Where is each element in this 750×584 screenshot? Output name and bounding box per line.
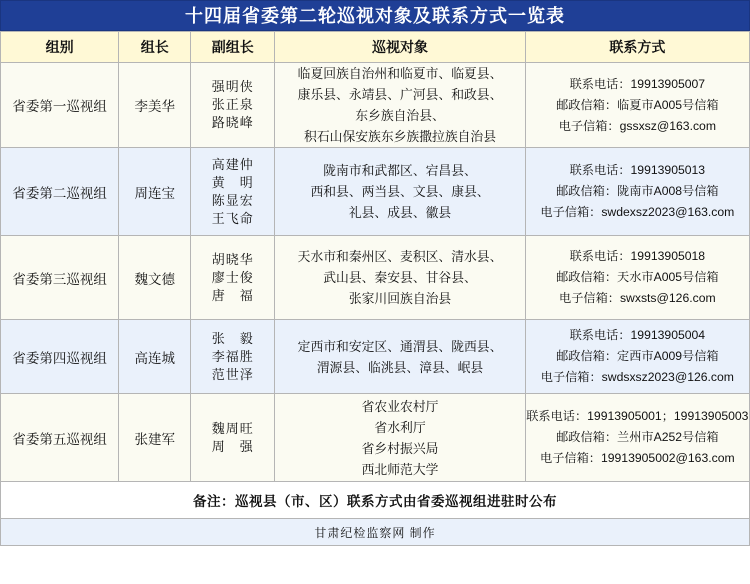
target-line: 武山县、秦安县、甘谷县、 bbox=[323, 270, 477, 285]
cell-deputy bbox=[191, 148, 275, 236]
deputy-name: 强明侠 bbox=[211, 79, 254, 94]
cell-targets bbox=[275, 320, 525, 394]
cell-contact bbox=[525, 394, 749, 482]
deputy-name: 王飞命 bbox=[211, 210, 254, 226]
cell-deputy bbox=[191, 394, 275, 482]
target-line: 陇南市和武都区、宕昌县、 bbox=[323, 163, 477, 178]
cell-deputy bbox=[191, 63, 275, 148]
table-row bbox=[1, 320, 750, 394]
cell-group: 省委第四巡视组 bbox=[1, 320, 119, 394]
target-line: 张家川回族自治县 bbox=[348, 291, 452, 306]
target-line: 积石山保安族东乡族撒拉族自治县 bbox=[304, 129, 496, 144]
column-header-deputy: 副组长 bbox=[191, 32, 275, 63]
deputy-name: 张正泉 bbox=[211, 97, 254, 112]
contact-email: 电子信箱：swxsts@126.com bbox=[559, 291, 716, 305]
contact-email: 电子信箱：swdexsz2023@163.com bbox=[540, 205, 735, 219]
target-line: 天水市和秦州区、麦积区、清水县、 bbox=[297, 249, 503, 264]
contact-phone: 联系电话：19913905001；19913905003 bbox=[526, 409, 749, 423]
contact-email: 电子信箱：swdsxsz2023@126.com bbox=[540, 370, 734, 384]
footer-credit: 甘肃纪检监察网 制作 bbox=[1, 519, 750, 546]
cell-group: 省委第一巡视组 bbox=[1, 63, 119, 148]
deputy-name: 周 强 bbox=[211, 438, 254, 454]
cell-contact bbox=[525, 320, 749, 394]
contact-mailbox: 邮政信箱：临夏市A005号信箱 bbox=[556, 97, 719, 112]
cell-targets bbox=[275, 236, 525, 320]
cell-deputy bbox=[191, 320, 275, 394]
page-title: 十四届省委第二轮巡视对象及联系方式一览表 bbox=[0, 0, 750, 31]
cell-group: 省委第二巡视组 bbox=[1, 148, 119, 236]
deputy-name: 唐 福 bbox=[211, 287, 254, 303]
inspection-table bbox=[0, 31, 750, 546]
cell-group: 省委第五巡视组 bbox=[1, 394, 119, 482]
column-header-contact: 联系方式 bbox=[525, 32, 749, 63]
cell-group: 省委第三巡视组 bbox=[1, 236, 119, 320]
contact-email: 电子信箱：gssxsz@163.com bbox=[558, 118, 716, 133]
cell-leader: 张建军 bbox=[119, 394, 191, 482]
deputy-name: 范世泽 bbox=[211, 366, 254, 382]
deputy-name: 陈显宏 bbox=[211, 192, 254, 208]
deputy-name: 廖士俊 bbox=[211, 269, 254, 285]
contact-mailbox: 邮政信箱：定西市A009号信箱 bbox=[556, 349, 719, 363]
cell-targets bbox=[275, 394, 525, 482]
deputy-name: 魏周旺 bbox=[211, 420, 254, 436]
contact-phone: 联系电话：19913905013 bbox=[569, 163, 706, 177]
deputy-name: 张 毅 bbox=[211, 330, 254, 346]
target-line: 西北师范大学 bbox=[361, 461, 439, 477]
footer-row bbox=[1, 519, 750, 546]
target-line: 定西市和安定区、通渭县、陇西县、 bbox=[297, 338, 503, 354]
cell-leader: 周连宝 bbox=[119, 148, 191, 236]
column-header-leader: 组长 bbox=[119, 32, 191, 63]
contact-phone: 联系电话：19913905018 bbox=[569, 249, 706, 263]
cell-contact bbox=[525, 63, 749, 148]
column-header-targets: 巡视对象 bbox=[275, 32, 525, 63]
target-line: 康乐县、永靖县、广河县、和政县、 bbox=[297, 87, 503, 102]
target-line: 省水利厅 bbox=[374, 419, 426, 435]
table-body bbox=[1, 63, 750, 546]
target-line: 临夏回族自治州和临夏市、临夏县、 bbox=[297, 66, 503, 81]
contact-mailbox: 邮政信箱：天水市A005号信箱 bbox=[556, 270, 719, 284]
table-header bbox=[1, 32, 750, 63]
note-text: 备注：巡视县（市、区）联系方式由省委巡视组进驻时公布 bbox=[1, 482, 750, 519]
table-row bbox=[1, 394, 750, 482]
cell-targets bbox=[275, 148, 525, 236]
cell-contact bbox=[525, 236, 749, 320]
deputy-name: 胡晓华 bbox=[211, 251, 254, 267]
deputy-name: 路晓峰 bbox=[211, 115, 254, 130]
cell-contact bbox=[525, 148, 749, 236]
cell-leader: 魏文德 bbox=[119, 236, 191, 320]
cell-leader: 李美华 bbox=[119, 63, 191, 148]
contact-mailbox: 邮政信箱：陇南市A008号信箱 bbox=[556, 184, 719, 198]
cell-leader: 高连城 bbox=[119, 320, 191, 394]
contact-phone: 联系电话：19913905007 bbox=[569, 76, 706, 91]
deputy-name: 高建仲 bbox=[211, 156, 254, 172]
contact-phone: 联系电话：19913905004 bbox=[569, 328, 706, 342]
contact-mailbox: 邮政信箱：兰州市A252号信箱 bbox=[556, 430, 719, 444]
target-line: 礼县、成县、徽县 bbox=[348, 205, 452, 220]
target-line: 东乡族自治县、 bbox=[355, 108, 445, 123]
table-row bbox=[1, 236, 750, 320]
target-line: 省农业农村厅 bbox=[361, 398, 439, 414]
column-header-group: 组别 bbox=[1, 32, 119, 63]
deputy-name: 李福胜 bbox=[211, 348, 254, 364]
note-row bbox=[1, 482, 750, 519]
table-header-row bbox=[1, 32, 750, 63]
contact-email: 电子信箱：19913905002@163.com bbox=[540, 451, 735, 465]
cell-targets bbox=[275, 63, 525, 148]
table-row bbox=[1, 148, 750, 236]
target-line: 渭源县、临洮县、漳县、岷县 bbox=[316, 359, 484, 375]
deputy-name: 黄 明 bbox=[211, 174, 254, 190]
table-row bbox=[1, 63, 750, 148]
target-line: 西和县、两当县、文县、康县、 bbox=[310, 184, 490, 199]
target-line: 省乡村振兴局 bbox=[361, 440, 439, 456]
cell-deputy bbox=[191, 236, 275, 320]
